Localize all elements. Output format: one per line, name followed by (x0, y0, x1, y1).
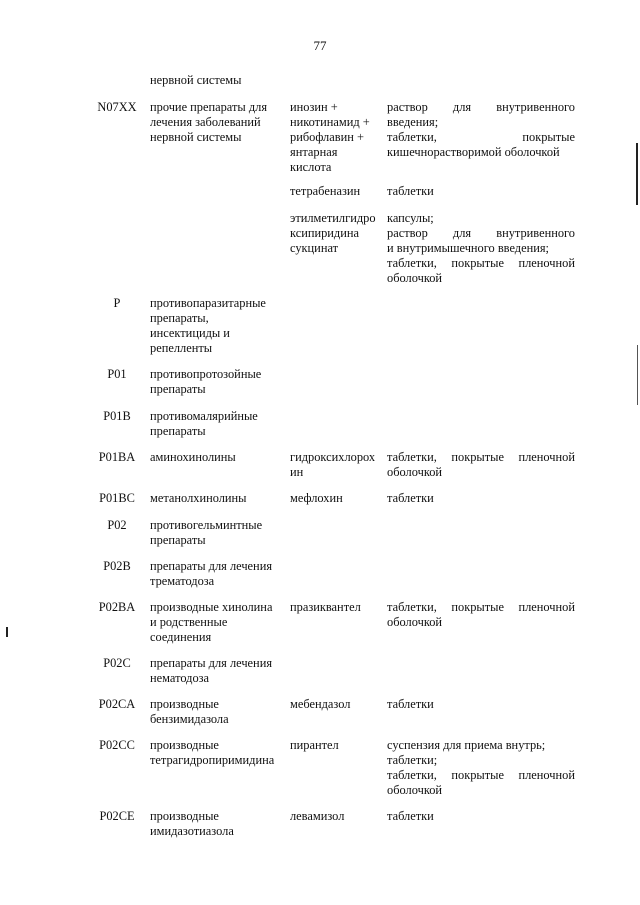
anatomical-group: производные тетрагидропиримидина (150, 738, 275, 767)
anatomical-group: противопротозойные препараты (150, 367, 262, 396)
drug-name: празиквантел (290, 600, 361, 614)
dosage-form: таблетки (387, 697, 434, 711)
atc-code: P02C (103, 656, 131, 670)
anatomical-group: производные хинолина и родственные соединения (150, 600, 273, 644)
atc-code: P01BC (99, 491, 135, 505)
anatomical-group: противогельминтные препараты (150, 518, 263, 547)
drug-name: мефлохин (290, 491, 343, 505)
anatomical-group: производные бензимидазола (150, 697, 229, 726)
dosage-form: таблетки, покрытые пленочной оболочкой (387, 600, 575, 629)
dosage-form: таблетки (387, 809, 434, 823)
atc-code: P01BA (98, 450, 136, 464)
drug-name: инозин + никотинамид + рибофлавин + янтарная кислота (290, 100, 370, 174)
anatomical-group: прочие препараты для лечения заболеваний нервной системы (150, 100, 268, 144)
dosage-form: таблетки, покрытые пленочной оболочкой (387, 450, 575, 479)
drug-name: гидроксихлорох ин (290, 450, 376, 479)
atc-code: P02CE (99, 809, 135, 823)
anatomical-group: производные имидазотиазола (150, 809, 234, 838)
atc-code: N07XX (97, 100, 137, 114)
drug-name: левамизол (290, 809, 345, 823)
anatomical-group: препараты для лечения трематодоза (150, 559, 273, 588)
anatomical-group: препараты для лечения нематодоза (150, 656, 273, 685)
anatomical-group: метанолхинолины (150, 491, 247, 505)
anatomical-group: нервной системы (150, 73, 242, 87)
atc-code: P01B (103, 409, 131, 423)
drug-name: мебендазол (290, 697, 351, 711)
scan-edge-mark (636, 143, 638, 205)
dosage-form: таблетки (387, 491, 434, 505)
anatomical-group: аминохинолины (150, 450, 236, 464)
dosage-form: суспензия для приема внутрь; таблетки; таблетки, покрытые пленочной оболочкой (387, 738, 575, 797)
atc-code: P02 (107, 518, 127, 532)
anatomical-group: противомалярийные препараты (150, 409, 258, 438)
atc-code: P02BA (98, 600, 136, 614)
drug-name: пирантел (290, 738, 339, 752)
scan-edge-mark (637, 345, 638, 405)
atc-code: P01 (107, 367, 127, 381)
scan-edge-mark (6, 627, 8, 637)
atc-code: P02CA (98, 697, 136, 711)
drug-name: тетрабеназин (290, 184, 361, 198)
dosage-form: таблетки (387, 184, 434, 198)
atc-code: P (113, 296, 121, 310)
atc-code: P02CC (99, 738, 135, 752)
anatomical-group: противопаразитарные препараты, инсектициды и репелленты (150, 296, 266, 355)
atc-code: P02B (103, 559, 131, 573)
page-number: 77 (313, 38, 327, 53)
drug-name: этилметилгидро ксипиридина сукцинат (290, 211, 376, 255)
dosage-form: капсулы; раствор для внутривенного и внутримышечного введения; таблетки, покрытые пленочной оболочкой (387, 211, 575, 285)
dosage-form: раствор для внутривенного введения; таблетки, покрытые кишечнорастворимой оболочкой (387, 100, 575, 159)
